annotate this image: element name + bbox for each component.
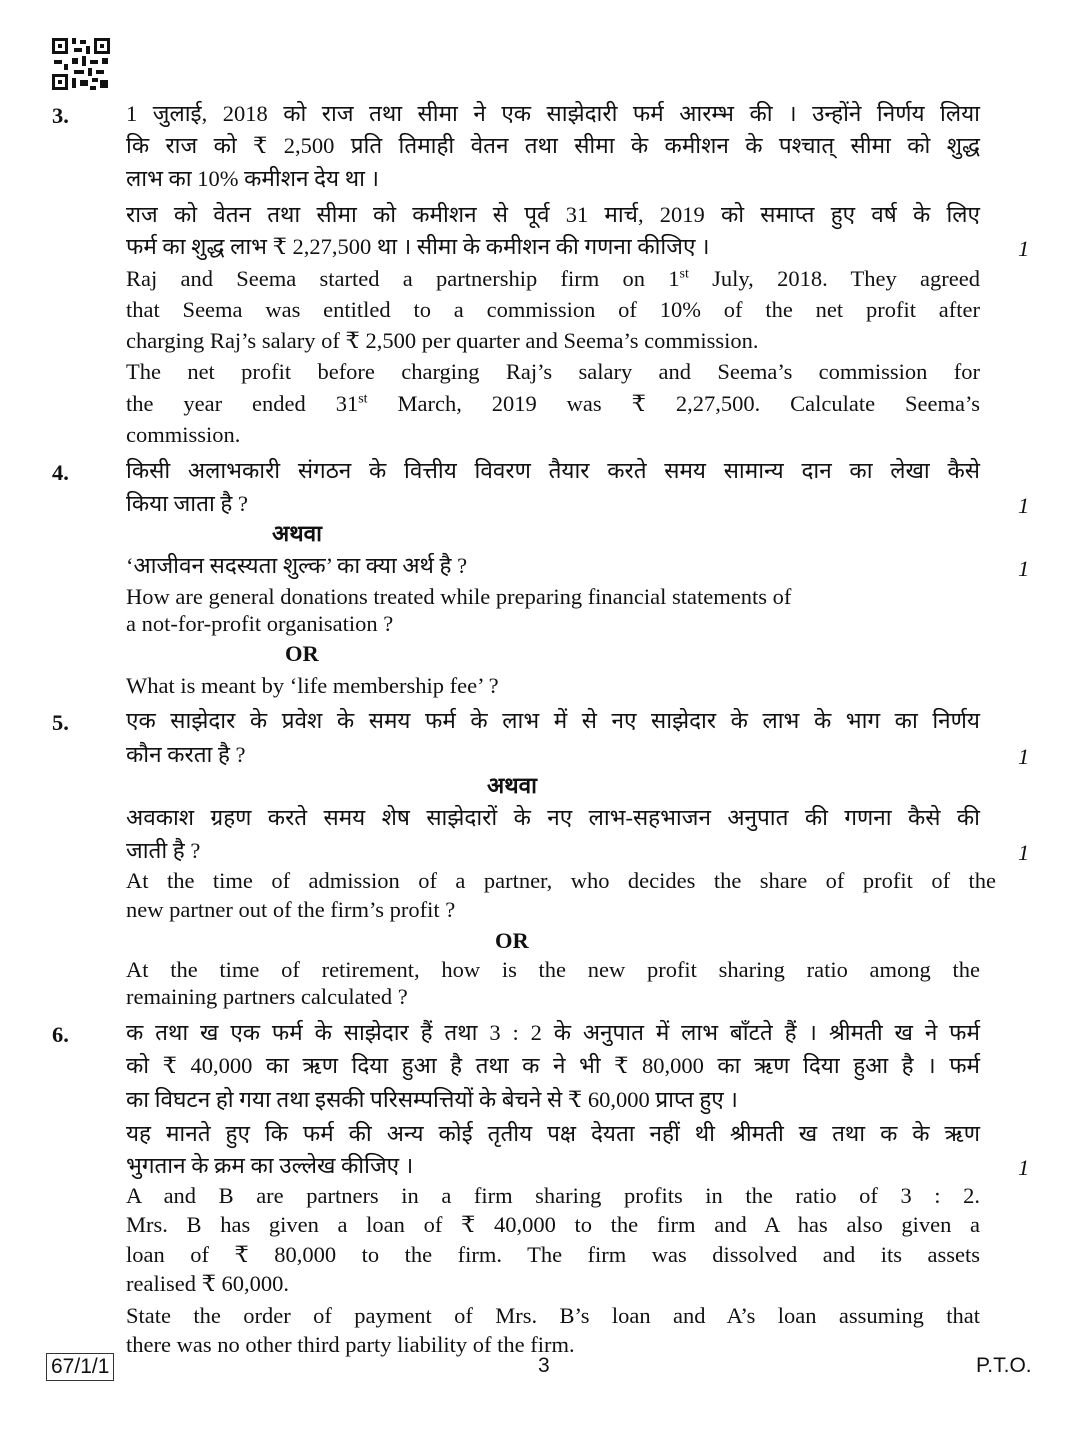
marks: 1: [1018, 556, 1030, 581]
or-separator: OR: [495, 928, 529, 953]
marks: 1: [1018, 493, 1030, 518]
please-turn-over: P.T.O.: [976, 1354, 1032, 1377]
question-text-hindi: फर्म का शुद्ध लाभ ₹ 2,27,500 था । सीमा के कमीशन की गणना कीजिए ।: [126, 234, 710, 259]
question-number: 4.: [52, 460, 69, 485]
question-text-english: Raj and Seema started a partnership firm on 1st July, 2018. They agreed: [126, 266, 980, 291]
question-text-hindi: ‘आजीवन सदस्यता शुल्क’ का क्या अर्थ है ?: [126, 553, 468, 578]
marks: 1: [1018, 1155, 1030, 1180]
or-separator-hindi: अथवा: [272, 521, 322, 546]
paper-code: 67/1/1: [46, 1353, 114, 1381]
question-text-hindi: जाती है ?: [126, 838, 201, 863]
qr-code-icon: [52, 38, 110, 90]
question-text-hindi: एक साझेदार के प्रवेश के समय फर्म के लाभ में से नए साझेदार के लाभ के भाग का निर्णय: [126, 708, 980, 733]
question-number: 5.: [52, 710, 69, 735]
question-text-hindi: लाभ का 10% कमीशन देय था ।: [126, 166, 380, 191]
question-text-english: At the time of retirement, how is the new profit sharing ratio among the: [126, 957, 980, 982]
question-text-hindi: कौन करता है ?: [126, 742, 246, 767]
question-text-english: commission.: [126, 422, 241, 447]
question-text-english: the year ended 31st March, 2019 was ₹ 2,27,500. Calculate Seema’s: [126, 391, 980, 416]
question-text-english: that Seema was entitled to a commission of 10% of the net profit after: [126, 297, 980, 322]
question-text-hindi: 1 जुलाई, 2018 को राज तथा सीमा ने एक साझेदारी फर्म आरम्भ की । उन्होंने निर्णय लिया: [126, 101, 980, 126]
question-text-hindi: भुगतान के क्रम का उल्लेख कीजिए ।: [126, 1153, 414, 1178]
marks: 1: [1018, 744, 1030, 769]
question-text-hindi: को ₹ 40,000 का ऋण दिया हुआ है तथा क ने भी ₹ 80,000 का ऋण दिया हुआ है । फर्म: [126, 1053, 980, 1078]
marks: 1: [1018, 236, 1030, 261]
question-text-english: new partner out of the firm’s profit ?: [126, 897, 456, 922]
question-text-english: At the time of admission of a partner, who decides the share of profit of the: [126, 868, 996, 893]
question-text-english: The net profit before charging Raj’s salary and Seema’s commission for: [126, 359, 980, 384]
question-text-hindi: राज को वेतन तथा सीमा को कमीशन से पूर्व 31 मार्च, 2019 को समाप्त हुए वर्ष के लिए: [126, 202, 980, 227]
question-number: 6.: [52, 1022, 69, 1047]
question-text-hindi: कि राज को ₹ 2,500 प्रति तिमाही वेतन तथा सीमा के कमीशन के पश्चात् सीमा को शुद्ध: [126, 133, 980, 158]
question-text-hindi: अवकाश ग्रहण करते समय शेष साझेदारों के नए लाभ-सहभाजन अनुपात की गणना कैसे की: [126, 805, 980, 830]
question-text-english: What is meant by ‘life membership fee’ ?: [126, 673, 499, 698]
question-text-english: there was no other third party liability of the firm.: [126, 1332, 575, 1357]
marks: 1: [1018, 840, 1030, 865]
question-text-hindi: किसी अलाभकारी संगठन के वित्तीय विवरण तैयार करते समय सामान्य दान का लेखा कैसे: [126, 458, 980, 483]
question-text-english: A and B are partners in a firm sharing profits in the ratio of 3 : 2.: [126, 1183, 980, 1208]
question-text-english: remaining partners calculated ?: [126, 984, 408, 1009]
question-text-hindi: यह मानते हुए कि फर्म की अन्य कोई तृतीय पक्ष देयता नहीं थी श्रीमती ख तथा क के ऋण: [126, 1121, 980, 1146]
question-text-english: charging Raj’s salary of ₹ 2,500 per quarter and Seema’s commission.: [126, 328, 759, 353]
question-text-english: loan of ₹ 80,000 to the firm. The firm was dissolved and its assets: [126, 1242, 980, 1267]
or-separator: OR: [285, 641, 319, 666]
question-text-hindi: किया जाता है ?: [126, 491, 248, 516]
question-text-hindi: का विघटन हो गया तथा इसकी परिसम्पत्तियों के बेचने से ₹ 60,000 प्राप्त हुए ।: [126, 1087, 738, 1112]
question-text-english: a not-for-profit organisation ?: [126, 611, 394, 636]
question-text-hindi: क तथा ख एक फर्म के साझेदार हैं तथा 3 : 2 के अनुपात में लाभ बाँटते हैं । श्रीमती ख ने फर्म: [126, 1020, 980, 1045]
question-text-english: Mrs. B has given a loan of ₹ 40,000 to the firm and A has also given a: [126, 1212, 980, 1237]
or-separator-hindi: अथवा: [487, 773, 537, 798]
question-number: 3.: [52, 103, 69, 128]
page-number: 3: [538, 1354, 550, 1377]
question-text-english: realised ₹ 60,000.: [126, 1271, 290, 1296]
question-text-english: How are general donations treated while preparing financial statements of: [126, 584, 792, 609]
question-text-english: State the order of payment of Mrs. B’s loan and A’s loan assuming that: [126, 1303, 980, 1328]
